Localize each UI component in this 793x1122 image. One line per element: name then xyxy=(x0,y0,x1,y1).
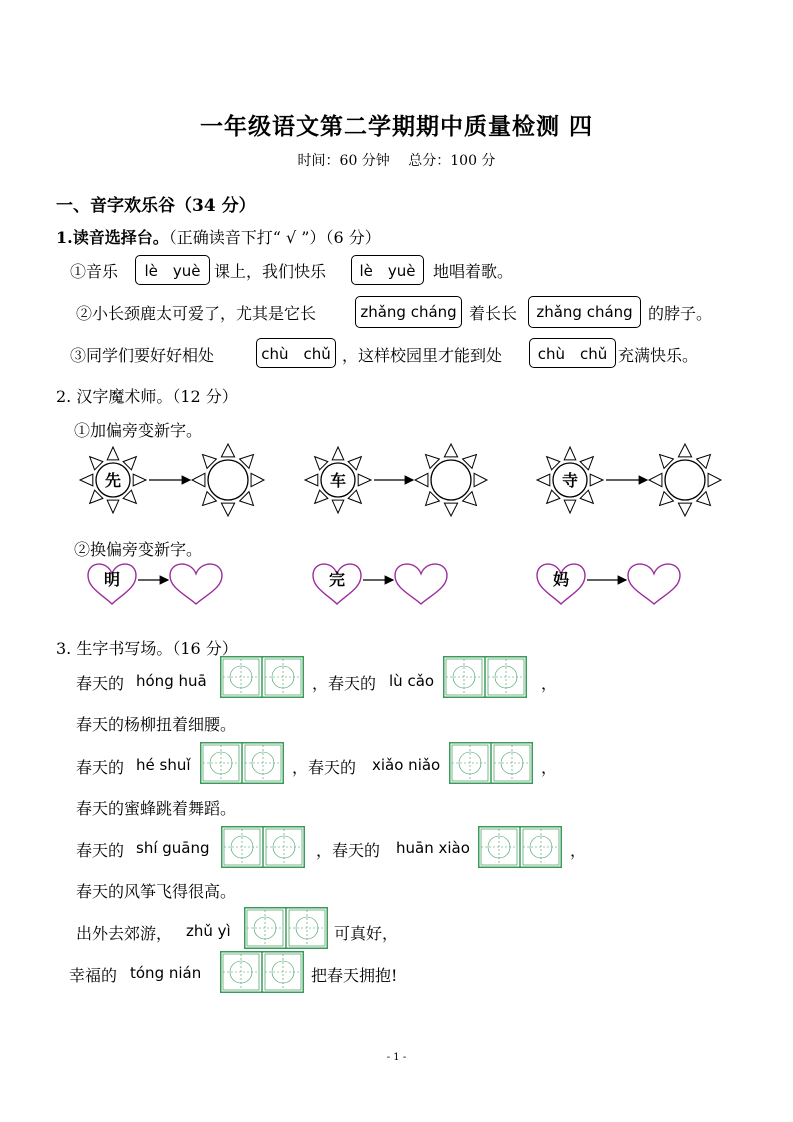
pinyin-choice-box[interactable]: chù chǔ xyxy=(529,338,616,368)
q1-s3-c: 充满快乐。 xyxy=(618,346,699,365)
svg-text:先: 先 xyxy=(104,471,122,490)
pinyin-prompt: tóng nián xyxy=(130,964,202,982)
section-heading: 一、音字欢乐谷（34 分） xyxy=(56,196,256,216)
q3-heading: 3. 生字书写场。（16 分） xyxy=(56,639,238,658)
heart-target-1 xyxy=(170,564,222,604)
sun-char-2 xyxy=(330,471,346,490)
q3-l3-c: ， xyxy=(541,758,558,777)
q1-s1-a: ①音乐 xyxy=(70,262,119,281)
sun-diagram xyxy=(0,438,793,522)
pinyin-prompt: huān xiào xyxy=(396,839,470,857)
q2-part2: ②换偏旁变新字。 xyxy=(74,540,203,559)
q3-l4: 春天的蜜蜂跳着舞蹈。 xyxy=(76,799,237,818)
pinyin-prompt: hé shuǐ xyxy=(136,756,191,774)
q3-l3-b: ，春天的 xyxy=(292,758,357,777)
pinyin-choice-box[interactable]: zhǎng cháng xyxy=(355,296,462,328)
heart-char-3: 妈 xyxy=(552,570,570,589)
writing-grid[interactable] xyxy=(221,826,305,872)
q3-l3-a: 春天的 xyxy=(76,758,125,777)
q3-l1-a: 春天的 xyxy=(76,674,125,693)
heart-diagram xyxy=(0,556,793,608)
q2-heading: 2. 汉字魔术师。（12 分） xyxy=(56,387,238,406)
q3-l6: 春天的风筝飞得很高。 xyxy=(76,882,237,901)
pinyin-prompt: xiǎo niǎo xyxy=(372,756,441,774)
sun-target-2 xyxy=(415,444,487,516)
q1-s3-a: ③同学们要好好相处 xyxy=(70,346,215,365)
q3-l5-c: ， xyxy=(570,841,587,860)
q3-l7-b: 可真好， xyxy=(334,924,399,943)
writing-grid[interactable] xyxy=(244,907,328,953)
q1-heading xyxy=(56,225,381,248)
q3-l7-a: 出外去郊游， xyxy=(76,924,173,943)
writing-grid[interactable] xyxy=(449,742,533,788)
q1-s2-c: 的脖子。 xyxy=(648,304,713,323)
q1-s2-a: ②小长颈鹿太可爱了，尤其是它长 xyxy=(76,304,317,323)
svg-text:寺: 寺 xyxy=(561,471,579,490)
q3-l1-b: ，春天的 xyxy=(312,674,377,693)
heart-char-2: 完 xyxy=(328,570,346,589)
writing-grid[interactable] xyxy=(200,742,284,788)
page-title: 一年级语文第二学期期中质量检测 四 xyxy=(199,113,593,140)
writing-grid[interactable] xyxy=(443,656,527,702)
page-number: - 1 - xyxy=(386,1052,407,1063)
svg-text:车: 车 xyxy=(329,471,347,490)
heart-target-3 xyxy=(628,564,680,604)
sun-target-1 xyxy=(192,444,264,516)
writing-grid[interactable] xyxy=(220,656,304,702)
q3-l5-b: ，春天的 xyxy=(316,841,381,860)
page-subtitle: 时间：60 分钟 总分：100 分 xyxy=(297,153,496,169)
pinyin-choice-box[interactable]: lè yuè xyxy=(351,255,424,285)
q1-s3-b: ，这样校园里才能到处 xyxy=(342,346,503,365)
pinyin-choice-box[interactable]: zhǎng cháng xyxy=(528,296,641,328)
heart-char-1: 明 xyxy=(103,570,121,589)
q1-s2-b: 着长长 xyxy=(469,304,518,323)
q2-part1: ①加偏旁变新字。 xyxy=(74,421,203,440)
writing-grid[interactable] xyxy=(478,826,562,872)
pinyin-choice-box[interactable]: lè yuè xyxy=(135,255,210,285)
q3-l5-a: 春天的 xyxy=(76,841,125,860)
q3-l8-a: 幸福的 xyxy=(69,966,118,985)
writing-grid[interactable] xyxy=(220,951,304,997)
sun-char-3 xyxy=(562,471,578,490)
pinyin-prompt: shí guāng xyxy=(136,839,210,857)
q3-l8-b: 把春天拥抱! xyxy=(311,966,398,985)
sun-char-1 xyxy=(105,471,121,490)
pinyin-choice-box[interactable]: chù chǔ xyxy=(256,338,336,368)
q3-l2: 春天的杨柳扭着细腰。 xyxy=(76,715,237,734)
pinyin-prompt: hóng huā xyxy=(136,672,207,690)
q1-instruction: （正确读音下打“ √ ”）（6 分） xyxy=(168,228,381,247)
sun-target-3 xyxy=(649,444,721,516)
pinyin-prompt: lù cǎo xyxy=(389,672,435,690)
q1-title: 1.读音选择台。 xyxy=(56,228,169,247)
q1-s1-c: 地唱着歌。 xyxy=(433,262,514,281)
q1-s1-b: 课上，我们快乐 xyxy=(214,262,327,281)
q3-l1-c: ， xyxy=(541,674,558,693)
heart-target-2 xyxy=(395,564,447,604)
pinyin-prompt: zhǔ yì xyxy=(186,922,231,940)
